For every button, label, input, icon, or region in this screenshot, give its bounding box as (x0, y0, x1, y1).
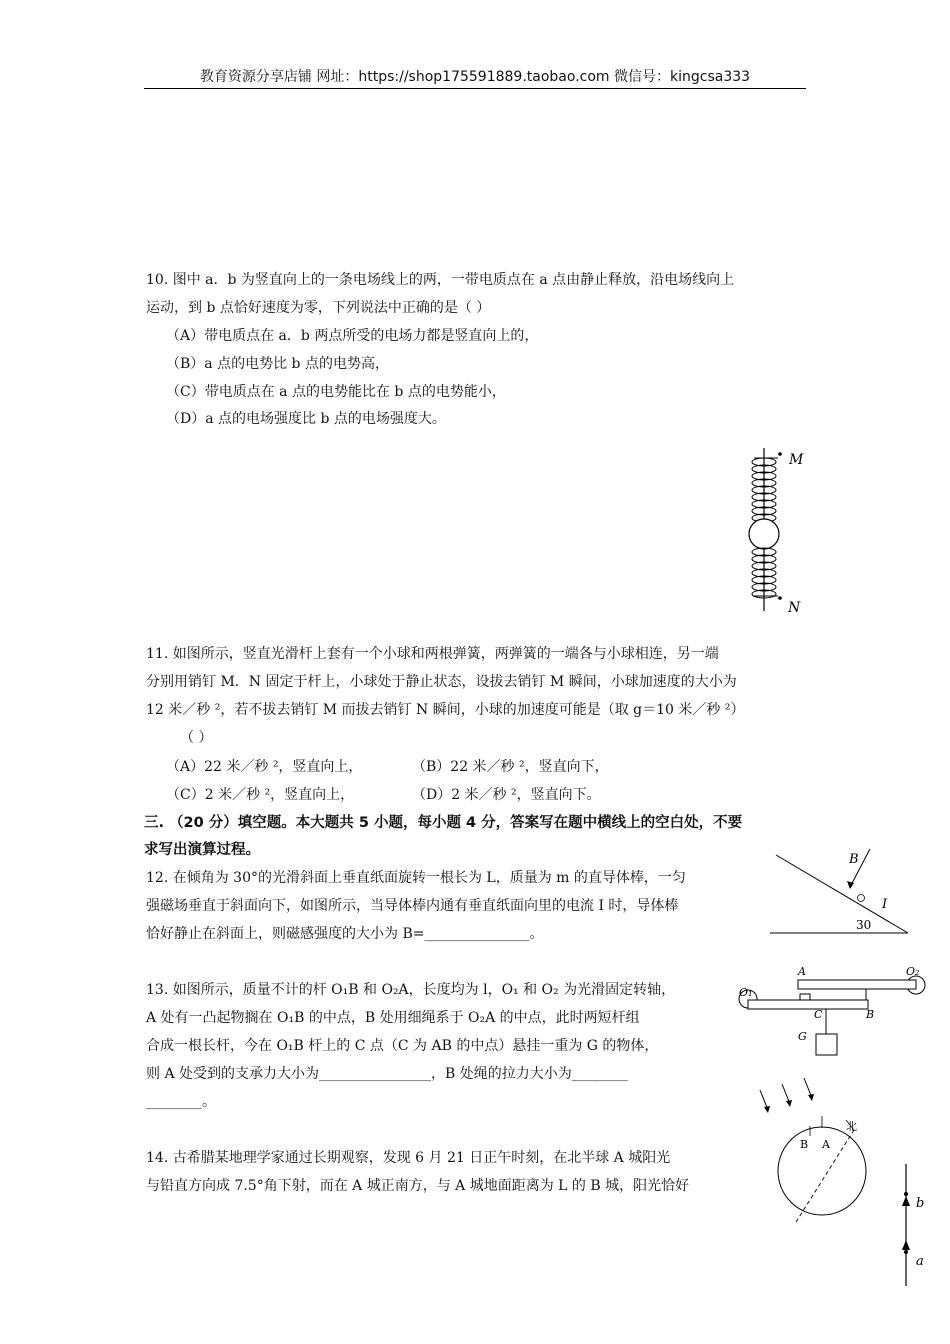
section-3-heading-line-2: 求写出演算过程。 (144, 842, 260, 858)
label-angle: 30 (856, 918, 872, 932)
label-city-a: A (822, 1138, 830, 1151)
label-point-b: b (916, 1196, 925, 1211)
pin-n-dot (778, 596, 782, 600)
q11-line-3: 12 米／秒 ²，若不拔去销钉 M 而拔去销钉 N 瞬间，小球的加速度可能是（取 g＝10 米／秒 ²） (146, 702, 745, 718)
q10-line-1: 10. 图中 a．b 为竖直向上的一条电场线上的两，一带电质点在 a 点由静止释放，沿电场线向上 (146, 272, 735, 288)
field-arrow-upper (902, 1196, 910, 1206)
rod-o1b (748, 1000, 868, 1009)
rod-o2a (798, 980, 916, 989)
q10-option-c: （C）带电质点在 a 点的电势能比在 b 点的电势能小， (166, 384, 506, 400)
label-north: 北 (846, 1120, 857, 1133)
label-c: C (814, 1008, 823, 1021)
q13-line-4: 则 A 处受到的支承力大小为________________，B 处绳的拉力大小为________ (146, 1066, 628, 1082)
q10-option-a: （A）带电质点在 a．b 两点所受的电场力都是竖直向上的， (166, 328, 539, 344)
bump-a (800, 994, 810, 1000)
q11-option-c: （C）2 米／秒 ²，竖直向上， (166, 787, 355, 803)
label-b: B (866, 1008, 875, 1021)
q13-line-3: 合成一根长杆，今在 O₁B 杆上的 C 点（C 为 AB 的中点）悬挂一重为 G 的物体， (146, 1038, 659, 1054)
spring-rod-figure (740, 446, 810, 618)
field-line-figure (896, 1160, 936, 1290)
header-divider (144, 88, 806, 89)
label-o2: O₂ (906, 965, 920, 978)
label-g: G (798, 1030, 807, 1043)
q12-line-3: 恰好静止在斜面上，则磁感强度的大小为 B=_______________。 (146, 926, 544, 942)
pin-m-dot (778, 452, 782, 456)
q11-line-1: 11. 如图所示，竖直光滑杆上套有一个小球和两根弹簧，两弹簧的一端各与小球相连，另一端 (146, 646, 719, 662)
q10-line-2: 运动，到 b 点恰好速度为零，下列说法中正确的是（ ） (146, 300, 491, 316)
conductor-rod (858, 895, 865, 902)
label-m: M (789, 452, 804, 468)
q10-option-d: （D）a 点的电场强度比 b 点的电场强度大。 (166, 411, 446, 427)
label-a: A (798, 965, 806, 978)
field-arrow-lower (902, 1240, 910, 1250)
q11-line-2: 分别用销钉 M．N 固定于杆上，小球处于静止状态，设拔去销钉 M 瞬间，小球加速度的大小为 (146, 674, 737, 690)
q13-line-1: 13. 如图所示，质量不计的杆 O₁B 和 O₂A，长度均为 l，O₁ 和 O₂ 为光滑固定转轴， (146, 982, 676, 998)
label-o1: O₁ (739, 986, 753, 999)
q11-line-4: （ ） (180, 730, 213, 746)
q13-line-2: A 处有一凸起物搁在 O₁B 的中点，B 处用细绳系于 O₂A 的中点，此时两短杆组 (146, 1010, 640, 1026)
q13-line-5: ________。 (146, 1094, 216, 1110)
q11-option-b: （B）22 米／秒 ²，竖直向下， (412, 759, 609, 775)
label-city-b: B (800, 1138, 809, 1151)
q12-line-2: 强磁场垂直于斜面向下，如图所示，当导体棒内通有垂直纸面向里的电流 I 时，导体棒 (146, 898, 679, 914)
q10-option-b: （B）a 点的电势比 b 点的电势高， (166, 356, 389, 372)
earth-sunlight-figure (752, 1076, 872, 1226)
point-a (904, 1250, 908, 1254)
q12-line-1: 12. 在倾角为 30°的光滑斜面上垂直纸面旋转一根长为 L，质量为 m 的直导体棒，一匀 (146, 870, 686, 886)
point-b (904, 1192, 908, 1196)
lever-figure (736, 964, 926, 1062)
section-3-heading-line-1: 三. （20 分）填空题。本大题共 5 小题，每小题 4 分，答案写在题中横线上的空白处，不要 (144, 815, 743, 831)
label-current-i: I (882, 897, 888, 912)
label-n: N (788, 600, 801, 616)
q11-option-a: （A）22 米／秒 ²，竖直向上， (166, 759, 363, 775)
q11-option-d: （D）2 米／秒 ²，竖直向下。 (412, 787, 601, 803)
page-header: 教育资源分享店铺 网址：https://shop175591889.taobao.com 微信号：kingcsa333 (199, 69, 751, 85)
ball (749, 519, 779, 549)
q14-line-1: 14. 古希腊某地理学家通过长期观察，发现 6 月 21 日正午时刻，在北半球 A 城阳光 (146, 1150, 671, 1166)
label-b-field: B (849, 852, 859, 867)
weight-g (816, 1034, 837, 1055)
q14-line-2: 与铅直方向成 7.5°角下射，而在 A 城正南方，与 A 城地面距离为 L 的 B 城，阳光恰好 (146, 1178, 690, 1194)
incline-slope (776, 855, 908, 933)
label-point-a: a (916, 1254, 924, 1269)
incline-figure (766, 845, 912, 937)
